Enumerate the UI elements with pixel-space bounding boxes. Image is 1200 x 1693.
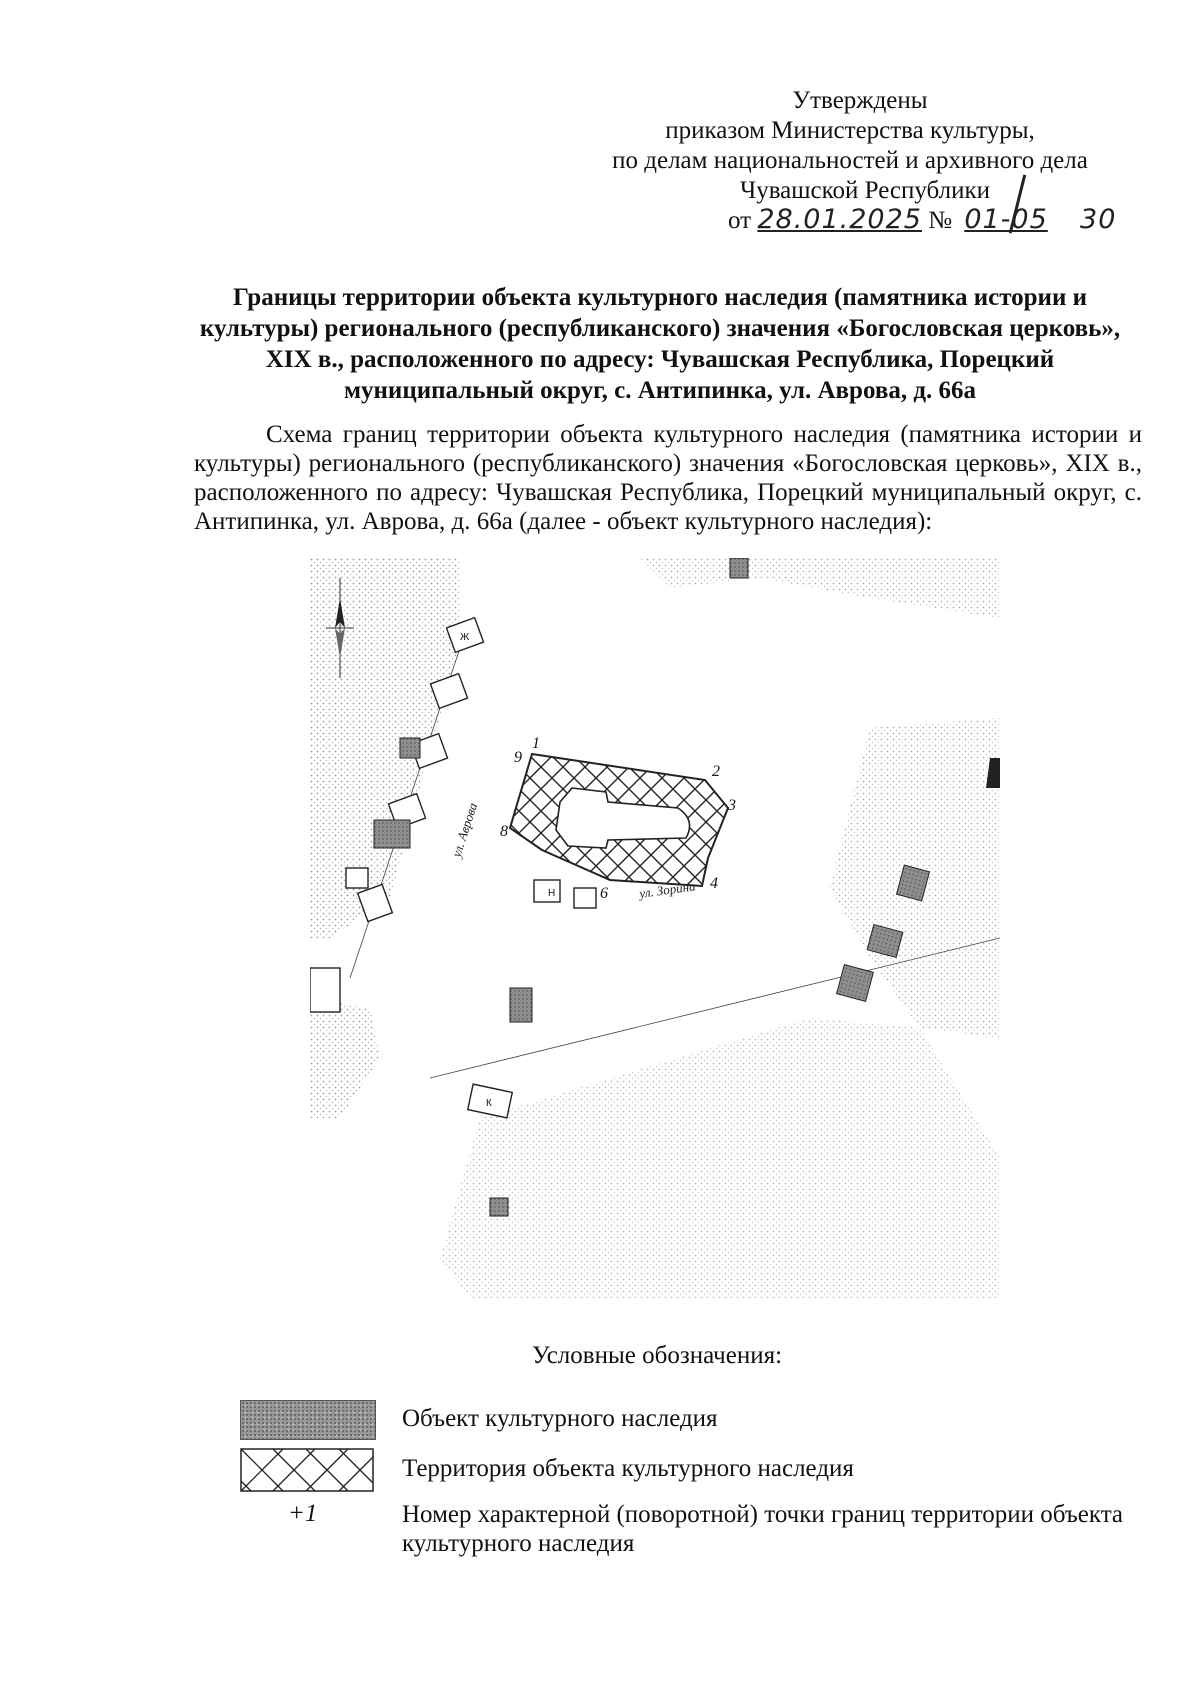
street-label-avrova: ул. Аврова — [448, 800, 481, 859]
order-number-suffix: 30 — [1080, 204, 1117, 235]
boundary-map — [310, 558, 1000, 1298]
approval-line-3: по делам национальностей и архивного дела — [612, 147, 1088, 174]
point-label-2: 2 — [712, 763, 720, 780]
point-label-6: 6 — [600, 885, 608, 902]
street-label-zorina: ул. Зорина — [638, 878, 697, 901]
building-mark-zh: Ж — [460, 632, 470, 643]
point-label-8: 8 — [500, 823, 508, 840]
document-title: Границы территории объекта культурного наследия (памятника истории и культуры) регионального (республиканского) значения «Богословская церковь», XIX в., расположенного по адресу: Чувашская Республика, Порецкий муниципальный округ, с. Антипинка, ул. Аврова, д. 66а — [199, 284, 1121, 404]
legend-label: Номер характерной (поворотной) точки границ территории объекта культурного наследия — [402, 1501, 1124, 1557]
approval-line-1: Утверждены — [792, 87, 928, 114]
point-label-1: 1 — [532, 735, 540, 752]
order-number: 01-05 — [964, 204, 1048, 235]
legend-swatch-hatch — [240, 1448, 374, 1492]
approval-block — [560, 86, 1140, 206]
approval-line-4: Чувашской Республики — [739, 177, 991, 204]
building-mark-n: Н — [548, 888, 556, 899]
date-prefix: от — [728, 207, 752, 234]
legend-label: Объект культурного наследия — [402, 1405, 718, 1432]
order-date: 28.01.2025 — [757, 204, 922, 235]
approval-line-2: приказом Министерства культуры, — [665, 117, 1035, 144]
legend-point-symbol: +1 — [288, 1500, 318, 1527]
point-label-4: 4 — [710, 875, 718, 892]
point-label-3: 3 — [728, 797, 736, 814]
legend-swatch-gray — [240, 1400, 376, 1440]
point-label-9: 9 — [514, 749, 522, 766]
number-sign: № — [928, 207, 953, 234]
order-date-number — [728, 204, 1116, 235]
intro-paragraph: Схема границ территории объекта культурного наследия (памятника истории и культуры) регионального (республиканского) значения «Богословская церковь», XIX в., расположенного по адресу: Чувашская Республика, Порецкий муниципальный округ, с. Антипинка, ул. Аврова, д. 66а (далее - объект культурного наследия): — [194, 421, 1142, 535]
legend-title: Условные обозначения: — [532, 1342, 783, 1369]
building-mark-k: К — [486, 1098, 492, 1109]
legend-label: Территория объекта культурного наследия — [402, 1455, 854, 1482]
